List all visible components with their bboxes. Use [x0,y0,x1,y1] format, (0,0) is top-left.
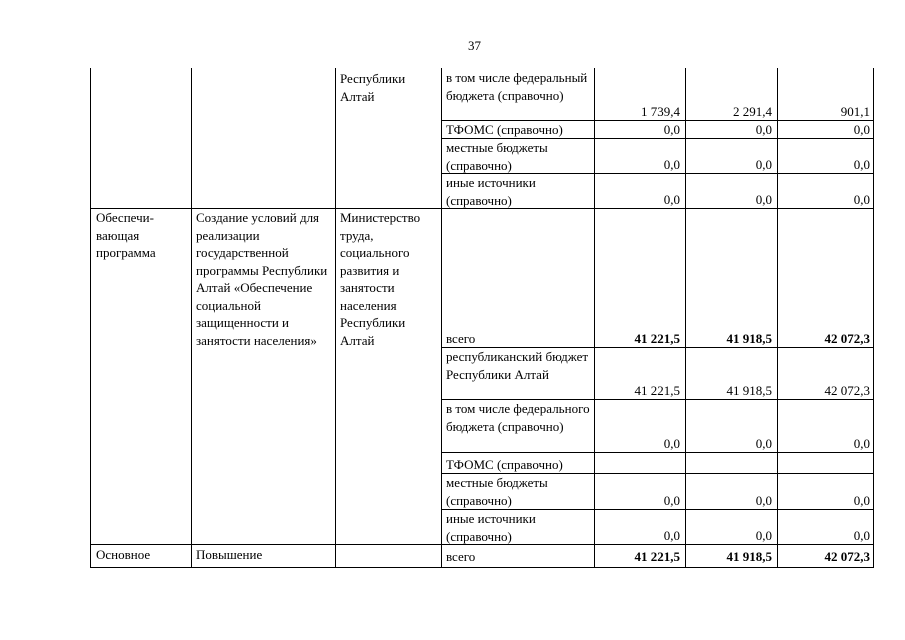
funding-source-cell: в том числе федеральный бюджета (справочно) [446,70,588,103]
value-cell: 0,0 [663,436,680,451]
page-number: 37 [468,38,481,53]
total-value-cell: 41 221,5 [634,331,680,346]
value-cell: 0,0 [755,122,772,137]
table-column-divider [777,68,778,568]
funding-source-cell: иные источники (справочно) [446,175,536,208]
value-cell: 41 918,5 [726,383,772,398]
funding-source-cell: всего [446,331,476,346]
table-column-divider [335,68,336,568]
value-cell: 0,0 [663,122,680,137]
table-border-bottom [90,567,874,568]
value-cell: 0,0 [755,192,772,207]
total-value-cell: 41 918,5 [726,549,772,564]
total-value-cell: 41 918,5 [726,331,772,346]
funding-source-cell: всего [446,549,476,564]
table-column-divider [441,68,442,568]
value-cell: 2 291,4 [733,104,772,119]
value-cell: 0,0 [853,157,870,172]
table-column-divider [685,68,686,568]
value-cell: 0,0 [755,493,772,508]
total-value-cell: 41 221,5 [634,549,680,564]
executor-cell: Министерство труда, социального развития и занятости населения Республики Алтай [340,210,421,348]
value-cell: 0,0 [853,436,870,451]
funding-source-cell: ТФОМС (справочно) [446,122,563,137]
value-cell: 0,0 [755,528,772,543]
value-cell: 0,0 [853,493,870,508]
value-cell: 0,0 [755,436,772,451]
value-cell: 0,0 [663,192,680,207]
financing-table [90,68,874,568]
executor-cell: Республики Алтай [340,71,406,104]
value-cell: 0,0 [853,192,870,207]
funding-source-cell: местные бюджеты (справочно) [446,475,548,508]
table-border-right [873,68,874,568]
value-cell: 0,0 [663,528,680,543]
program-name-cell: Создание условий для реализации государственной программы Республики Алтай «Обеспечение социальной защищенности и занятости населения» [196,210,328,348]
total-value-cell: 42 072,3 [824,331,870,346]
value-cell: 0,0 [853,528,870,543]
value-cell: 0,0 [853,122,870,137]
program-status-cell: Основное [96,547,151,562]
value-cell: 42 072,3 [824,383,870,398]
table-border-left [90,68,91,568]
value-cell: 0,0 [663,157,680,172]
funding-source-cell: в том числе федерального бюджета (справочно) [446,401,590,434]
value-cell: 0,0 [755,157,772,172]
value-cell: 41 221,5 [634,383,680,398]
program-name-cell: Повышение [196,547,263,562]
funding-source-cell: республиканский бюджет Республики Алтай [446,349,589,382]
table-column-divider [594,68,595,568]
funding-source-cell: ТФОМС (справочно) [446,457,563,472]
value-cell: 901,1 [840,104,870,119]
value-cell: 0,0 [663,493,680,508]
total-value-cell: 42 072,3 [824,549,870,564]
funding-source-cell: иные источники (справочно) [446,511,536,544]
program-status-cell: Обеспечи-вающая программа [96,210,156,260]
value-cell: 1 739,4 [641,104,680,119]
funding-source-cell: местные бюджеты (справочно) [446,140,548,173]
table-column-divider [191,68,192,568]
